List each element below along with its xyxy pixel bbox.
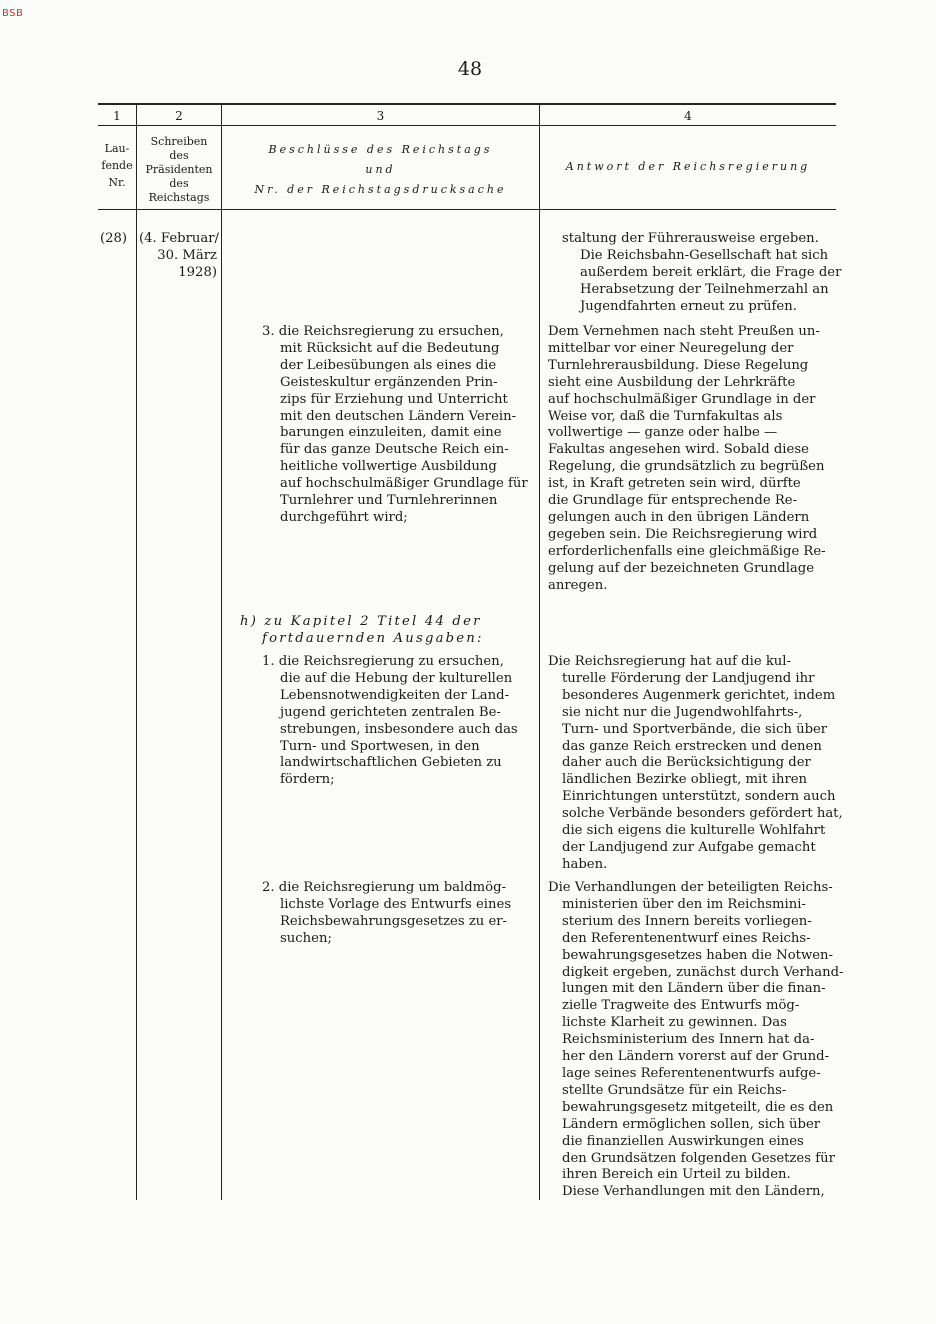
- header-line: Beschlüsse des Reichstags: [268, 143, 493, 156]
- text-line: strebungen, insbesondere auch das: [280, 721, 518, 737]
- text-line: Reichsbewahrungsgesetzes zu er-: [280, 913, 508, 929]
- text-line: heitliche vollwertige Ausbildung: [280, 459, 497, 475]
- resolution-h1: [262, 654, 532, 789]
- text-line: Turn- und Sportwesen, in den: [280, 738, 480, 754]
- answer-h1: [548, 654, 842, 874]
- text-line: landwirtschaftlichen Gebieten zu: [280, 755, 502, 771]
- text-line: Geisteskultur ergänzenden Prin-: [280, 374, 498, 390]
- text-line: zips für Erziehung und Unterricht: [280, 391, 508, 407]
- text-line: durchgeführt wird;: [280, 509, 408, 525]
- text-line: der Leibesübungen als eines die: [280, 357, 497, 373]
- text-line: sie nicht nur die Jugendwohlfahrts-,: [562, 704, 803, 720]
- text-line: gegeben sein. Die Reichsregierung wird: [548, 526, 818, 542]
- text-line: Einrichtungen unterstützt, sondern auch: [562, 789, 836, 805]
- text-line: jugend gerichteten zentralen Be-: [280, 704, 501, 720]
- text-line: mit Rücksicht auf die Bedeutung: [280, 340, 500, 356]
- text-line: sieht eine Ausbildung der Lehrkräfte: [548, 374, 796, 390]
- text-line: für das ganze Deutsche Reich ein-: [280, 442, 509, 458]
- text-line: 2. die Reichsregierung um baldmög-: [262, 880, 507, 895]
- header-number-rule: [98, 125, 836, 126]
- text-line: Turnlehrer und Turnlehrerinnen: [280, 493, 498, 509]
- entry-date: [139, 231, 220, 282]
- text-line: Diese Verhandlungen mit den Ländern,: [562, 1184, 825, 1200]
- text-line: den Referentenentwurf eines Reichs-: [562, 930, 811, 946]
- text-line: erforderlichenfalls eine gleichmäßige Re-: [548, 543, 826, 559]
- header-line: Schreiben: [150, 135, 208, 148]
- header-line: Lau-: [104, 142, 130, 155]
- text-line: lage seines Referentenentwurfs aufge-: [562, 1065, 821, 1081]
- entry-number: (28): [100, 231, 128, 246]
- text-line: außerdem bereit erklärt, die Frage der: [580, 264, 842, 280]
- text-line: die Grundlage für entsprechende Re-: [548, 493, 798, 509]
- text-line: fortdauernden Ausgaben:: [262, 630, 484, 646]
- text-line: ihren Bereich ein Urteil zu bilden.: [562, 1167, 791, 1183]
- text-line: auf hochschulmäßiger Grundlage für: [280, 476, 528, 492]
- text-line: lichste Klarheit zu gewinnen. Das: [562, 1015, 787, 1031]
- date-line: 1928): [178, 264, 217, 280]
- text-line: turelle Förderung der Landjugend ihr: [562, 670, 815, 686]
- text-line: mittelbar vor einer Neuregelung der: [548, 340, 794, 356]
- text-line: fördern;: [280, 772, 335, 788]
- text-line: bewahrungsgesetz mitgeteilt, die es den: [562, 1099, 834, 1115]
- text-line: bewahrungsgesetzes haben die Notwen-: [562, 947, 833, 963]
- text-line: das ganze Reich erstrecken und denen: [562, 738, 822, 754]
- answer-3: [548, 324, 842, 595]
- text-line: ist, in Kraft getreten sein wird, dürfte: [548, 476, 801, 492]
- text-line: 1. die Reichsregierung zu ersuchen,: [262, 654, 504, 669]
- column-divider-3: [539, 104, 540, 1200]
- header-line: Nr. der Reichstagsdrucksache: [254, 183, 507, 196]
- table-top-rule: [98, 103, 836, 105]
- text-line: solche Verbände besonders gefördert hat,: [562, 806, 843, 822]
- column-1-header: [98, 140, 136, 191]
- header-line: Nr.: [108, 176, 126, 189]
- text-line: der Landjugend zur Aufgabe gemacht: [562, 839, 816, 855]
- text-line: Die Verhandlungen der beteiligten Reichs-: [548, 880, 833, 895]
- column-number-4: 4: [684, 109, 692, 123]
- answer-h2: [548, 880, 842, 1201]
- library-stamp: BSB: [2, 8, 24, 19]
- text-line: Lebensnotwendigkeiten der Land-: [280, 687, 510, 703]
- header-line: des: [169, 149, 189, 162]
- text-line: Die Reichsregierung hat auf die kul-: [548, 654, 791, 669]
- text-line: Turnlehrerausbildung. Diese Regelung: [548, 357, 809, 373]
- header-line: Reichstags: [148, 191, 210, 204]
- text-line: anregen.: [548, 577, 608, 593]
- text-line: die finanziellen Auswirkungen eines: [562, 1133, 804, 1149]
- text-line: haben.: [562, 856, 608, 872]
- answer-continuation: [562, 231, 842, 316]
- resolution-h2: [262, 880, 532, 948]
- text-line: sterium des Innern bereits vorliegen-: [562, 913, 812, 929]
- text-line: ministerien über den im Reichsmini-: [562, 896, 806, 912]
- date-line: (4. Februar/: [139, 231, 220, 246]
- resolution-3: [262, 324, 532, 527]
- text-line: digkeit ergeben, zunächst durch Verhand-: [562, 964, 844, 980]
- text-line: Weise vor, daß die Turnfakultas als: [548, 408, 783, 424]
- column-divider-1: [136, 104, 137, 1200]
- text-line: Ländern ermöglichen sollen, sich über: [562, 1116, 821, 1132]
- text-line: Jugendfahrten erneut zu prüfen.: [580, 298, 797, 314]
- text-line: barungen einzuleiten, damit eine: [280, 425, 502, 441]
- text-line: lichste Vorlage des Entwurfs eines: [280, 896, 512, 912]
- column-4-header: Antwort der Reichsregierung: [565, 160, 811, 173]
- column-number-3: 3: [376, 109, 385, 123]
- text-line: die auf die Hebung der kulturellen: [280, 670, 513, 686]
- text-line: gelungen auch in den übrigen Ländern: [548, 509, 810, 525]
- page-number: 48: [457, 58, 483, 80]
- text-line: Dem Vernehmen nach steht Preußen un-: [548, 324, 820, 339]
- section-h-heading: [240, 614, 532, 648]
- text-line: Fakultas angesehen wird. Sobald diese: [548, 442, 809, 458]
- header-line: des: [169, 177, 189, 190]
- text-line: ländlichen Bezirke obliegt, mit ihren: [562, 772, 808, 788]
- text-line: h) zu Kapitel 2 Titel 44 der: [240, 614, 482, 629]
- text-line: stellte Grundsätze für ein Reichs-: [562, 1082, 787, 1098]
- text-line: Regelung, die grundsätzlich zu begrüßen: [548, 459, 825, 475]
- text-line: Turn- und Sportverbände, die sich über: [562, 721, 828, 737]
- text-line: 3. die Reichsregierung zu ersuchen,: [262, 324, 504, 339]
- text-line: gelung auf der bezeichneten Grundlage: [548, 560, 815, 576]
- column-2-header: [137, 135, 221, 205]
- column-divider-2: [221, 104, 222, 1200]
- text-line: die sich eigens die kulturelle Wohlfahrt: [562, 823, 826, 839]
- text-line: Reichsministerium des Innern hat da-: [562, 1032, 815, 1048]
- text-line: daher auch die Berücksichtigung der: [562, 755, 811, 771]
- header-line: fende: [101, 159, 133, 172]
- text-line: besonderes Augenmerk gerichtet, indem: [562, 687, 836, 703]
- text-line: Die Reichsbahn-Gesellschaft hat sich: [580, 247, 829, 263]
- text-line: her den Ländern vorerst auf der Grund-: [562, 1049, 830, 1065]
- text-line: lungen mit den Ländern über die finan-: [562, 981, 826, 997]
- text-line: auf hochschulmäßiger Grundlage in der: [548, 391, 816, 407]
- date-line: 30. März: [157, 247, 217, 263]
- header-line: und: [365, 163, 396, 176]
- text-line: Herabsetzung der Teilnehmerzahl an: [580, 281, 829, 297]
- text-line: suchen;: [280, 930, 332, 946]
- header-bottom-rule: [98, 209, 836, 210]
- text-line: den Grundsätzen folgenden Gesetzes für: [562, 1150, 835, 1166]
- column-number-2: 2: [175, 109, 183, 123]
- header-line: Präsidenten: [145, 163, 213, 176]
- column-3-header: [222, 140, 539, 200]
- text-line: staltung der Führerausweise ergeben.: [562, 231, 819, 246]
- text-line: zielle Tragweite des Entwurfs mög-: [562, 998, 800, 1014]
- text-line: mit den deutschen Ländern Verein-: [280, 408, 517, 424]
- column-number-1: 1: [113, 109, 121, 123]
- text-line: vollwertige — ganze oder halbe —: [548, 425, 778, 441]
